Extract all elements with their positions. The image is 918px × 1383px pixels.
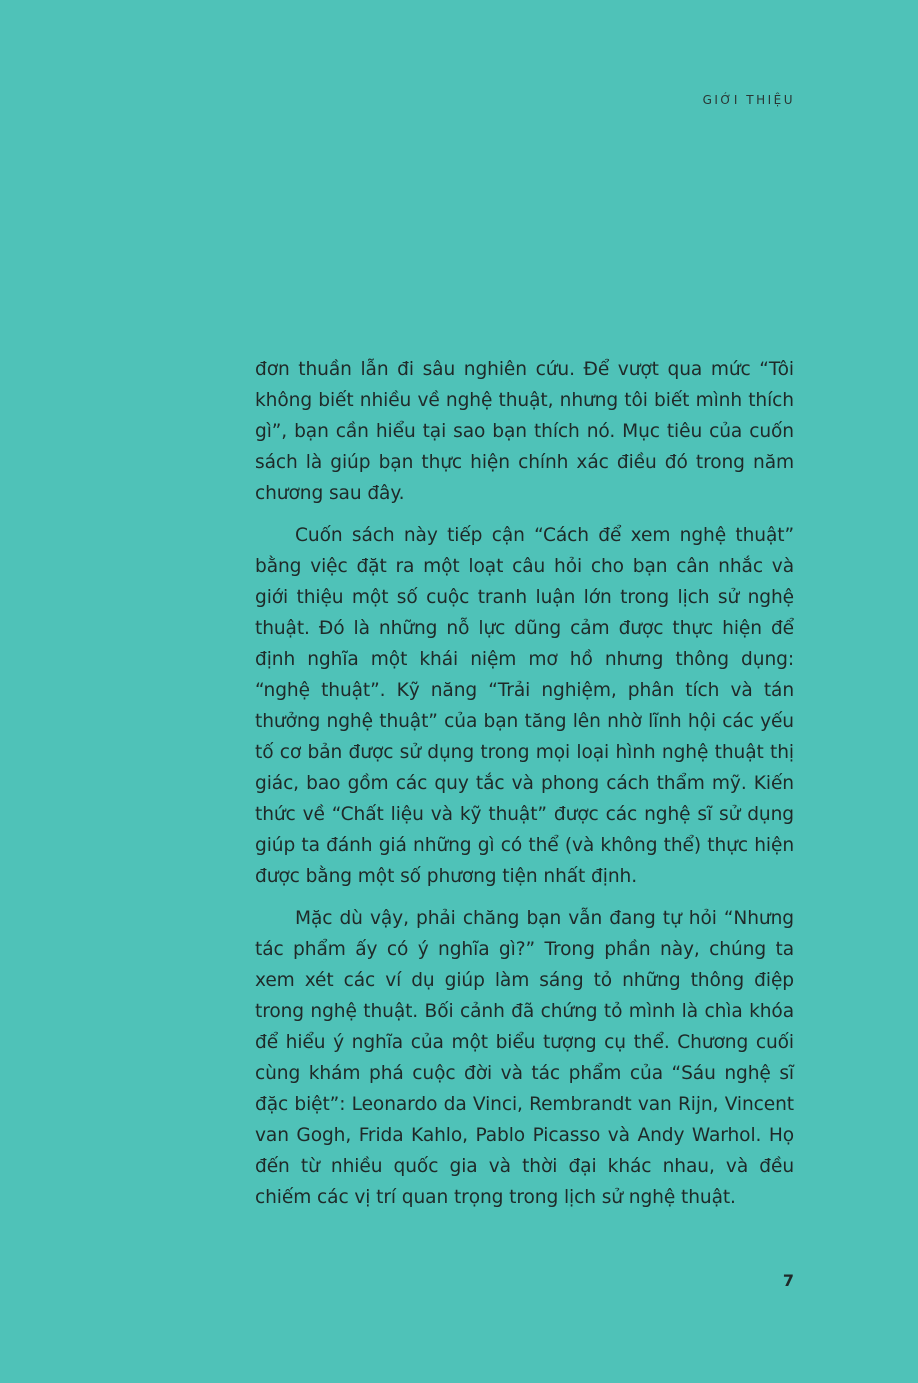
paragraph-1: đơn thuần lẫn đi sâu nghiên cứu. Để vượt qua mức “Tôi không biết nhiều về nghệ thuật, nhưng tôi biết mình thích gì”, bạn cần hiểu tại sao bạn thích nó. Mục tiêu của cuốn sách là giúp bạn thực hiện chính xác điều đó trong năm chương sau đây. [255, 359, 794, 504]
paragraph-3: Mặc dù vậy, phải chăng bạn vẫn đang tự hỏi “Nhưng tác phẩm ấy có ý nghĩa gì?” Trong phần này, chúng ta xem xét các ví dụ giúp làm sáng tỏ những thông điệp trong nghệ thuật. Bối cảnh đã chứng tỏ mình là chìa khóa để hiểu ý nghĩa của một biểu tượng cụ thể. Chương cuối cùng khám phá cuộc đời và tác phẩm của “Sáu nghệ sĩ đặc biệt”: Leonardo da Vinci, Rembrandt van Rijn, Vincent van Gogh, Frida Kahlo, Pablo Picasso và Andy Warhol. Họ đến từ nhiều quốc gia và thời đại khác nhau, và đều chiếm các vị trí quan trọng trong lịch sử nghệ thuật. [255, 908, 794, 1208]
paragraph-2: Cuốn sách này tiếp cận “Cách để xem nghệ thuật” bằng việc đặt ra một loạt câu hỏi cho bạn cân nhắc và giới thiệu một số cuộc tranh luận lớn trong lịch sử nghệ thuật. Đó là những nỗ lực dũng cảm được thực hiện để định nghĩa một khái niệm mơ hồ nhưng thông dụng: “nghệ thuật”. Kỹ năng “Trải nghiệm, phân tích và tán thưởng nghệ thuật” của bạn tăng lên nhờ lĩnh hội các yếu tố cơ bản được sử dụng trong mọi loại hình nghệ thuật thị giác, bao gồm các quy tắc và phong cách thẩm mỹ. Kiến thức về “Chất liệu và kỹ thuật” được các nghệ sĩ sử dụng giúp ta đánh giá những gì có thể (và không thể) thực hiện được bằng một số phương tiện nhất định. [255, 525, 794, 887]
running-header: GIỚI THIỆU [702, 93, 795, 107]
body-text [255, 354, 794, 1224]
page-number: 7 [782, 1271, 794, 1290]
